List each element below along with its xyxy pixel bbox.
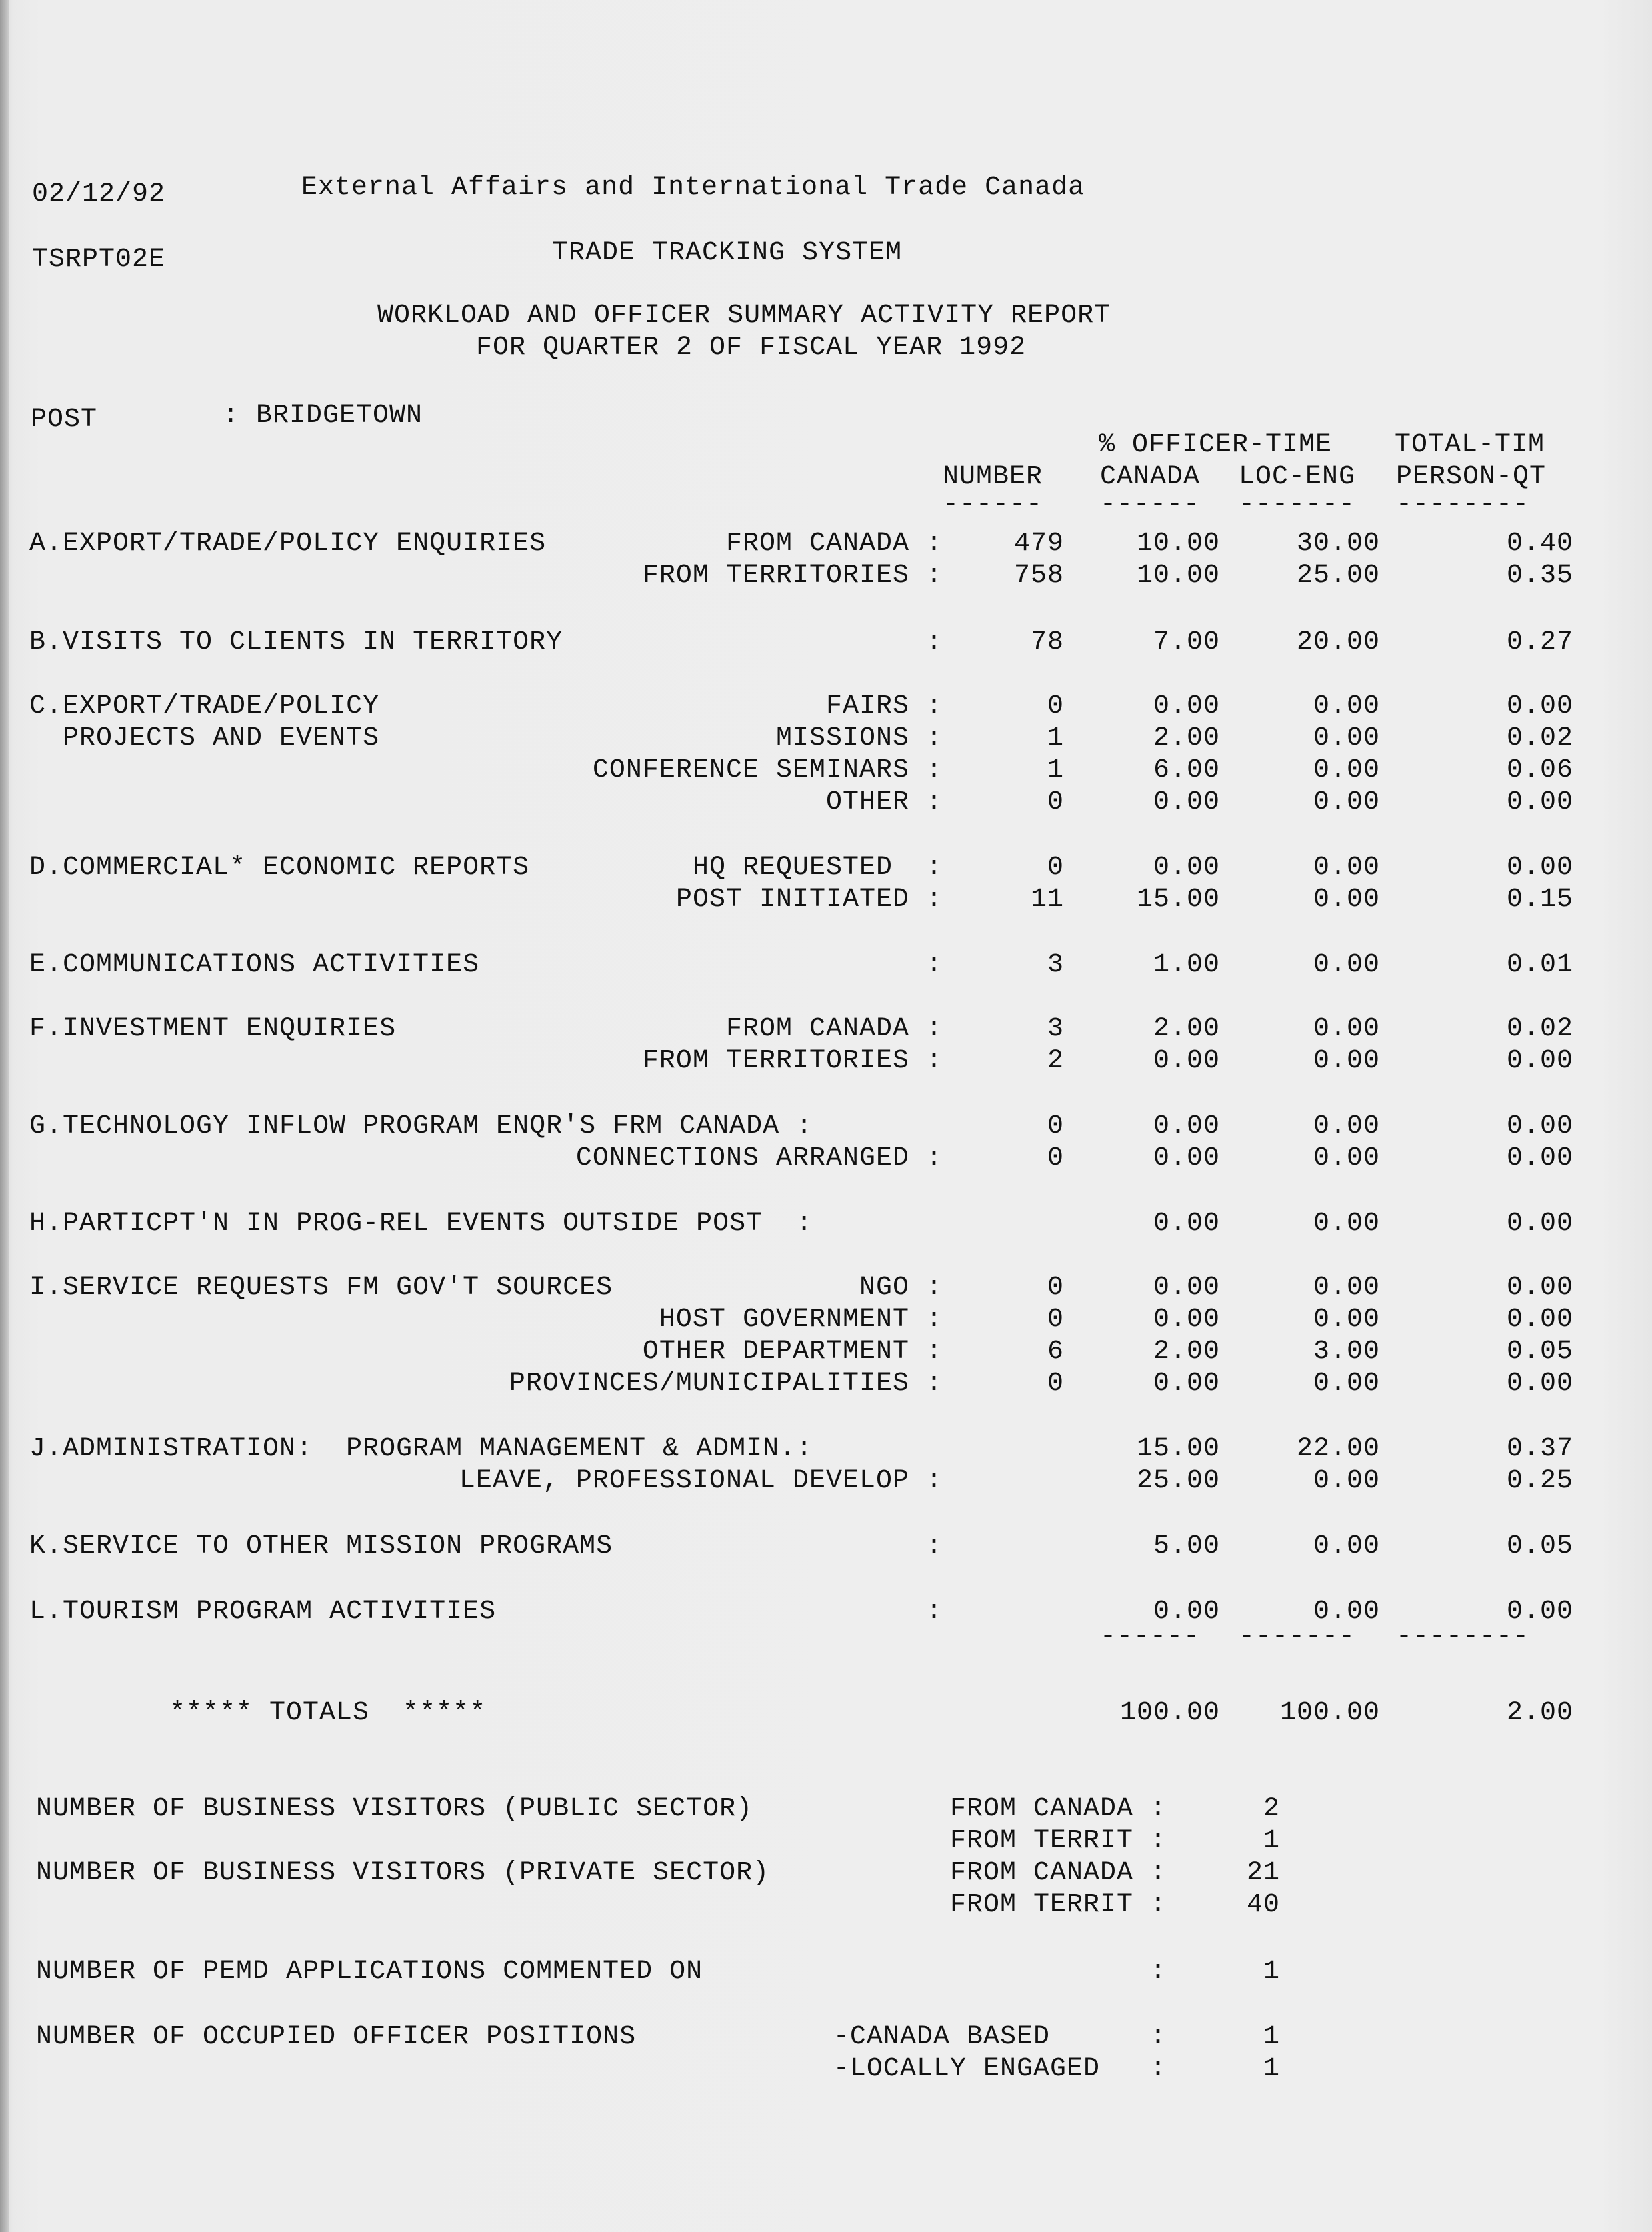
post-value: : BRIDGETOWN — [223, 401, 423, 431]
row-sub-label: CONNECTIONS ARRANGED : — [575, 1143, 943, 1173]
row-loc-eng-pct: 3.00 — [1313, 1337, 1380, 1367]
summary-label: NUMBER OF OCCUPIED OFFICER POSITIONS — [36, 2022, 637, 2052]
system-name: TRADE TRACKING SYSTEM — [552, 238, 903, 268]
row-label: G.TECHNOLOGY INFLOW PROGRAM ENQR'S FRM CANADA : — [29, 1111, 813, 1141]
row-canada-pct: 7.00 — [1153, 627, 1220, 657]
row-loc-eng-pct: 30.00 — [1296, 529, 1380, 559]
row-canada-pct: 1.00 — [1153, 950, 1220, 980]
summary-sub-label: FROM TERRIT : — [949, 1890, 1167, 1920]
row-loc-eng-pct: 0.00 — [1313, 755, 1380, 785]
row-sub-label: : — [925, 1531, 943, 1561]
totals-label: ***** TOTALS ***** — [169, 1698, 487, 1728]
summary-value: 1 — [1263, 2054, 1280, 2084]
row-sub-label: FAIRS : — [825, 691, 943, 721]
summary-sub-label: -CANADA BASED : — [833, 2022, 1167, 2052]
page-edge-shadow — [0, 0, 9, 2232]
row-person-qt: 0.01 — [1506, 950, 1573, 980]
row-number: 3 — [1047, 950, 1064, 980]
row-label: I.SERVICE REQUESTS FM GOV'T SOURCES — [29, 1273, 613, 1303]
row-canada-pct: 0.00 — [1153, 1369, 1220, 1399]
row-number: 2 — [1047, 1046, 1064, 1076]
row-loc-eng-pct: 25.00 — [1296, 561, 1380, 591]
row-canada-pct: 2.00 — [1153, 723, 1220, 753]
row-person-qt: 0.15 — [1506, 885, 1573, 915]
row-person-qt: 0.00 — [1506, 691, 1573, 721]
row-sub-label: NGO : — [859, 1273, 943, 1303]
row-sub-label: HQ REQUESTED : — [692, 853, 943, 883]
summary-label: NUMBER OF BUSINESS VISITORS (PRIVATE SECTOR) — [36, 1858, 770, 1888]
row-person-qt: 0.00 — [1506, 1305, 1573, 1335]
row-number: 78 — [1030, 627, 1064, 657]
row-label: J.ADMINISTRATION: PROGRAM MANAGEMENT & ADMIN.: — [29, 1434, 813, 1464]
row-loc-eng-pct: 0.00 — [1313, 1209, 1380, 1239]
col-header-person-qt: PERSON-QT — [1396, 462, 1547, 492]
row-loc-eng-pct: 0.00 — [1313, 1466, 1380, 1496]
row-sub-label: CONFERENCE SEMINARS : — [592, 755, 943, 785]
row-number: 1 — [1047, 723, 1064, 753]
report-title-line1: WORKLOAD AND OFFICER SUMMARY ACTIVITY REPORT — [377, 301, 1111, 331]
col-header-canada: CANADA — [1100, 462, 1201, 492]
row-number: 0 — [1047, 1111, 1064, 1141]
row-person-qt: 0.02 — [1506, 723, 1573, 753]
row-canada-pct: 0.00 — [1153, 1209, 1220, 1239]
summary-sub-label: FROM TERRIT : — [949, 1826, 1167, 1856]
row-label: A.EXPORT/TRADE/POLICY ENQUIRIES — [29, 529, 547, 559]
row-canada-pct: 2.00 — [1153, 1014, 1220, 1044]
row-person-qt: 0.00 — [1506, 1369, 1573, 1399]
row-person-qt: 0.27 — [1506, 627, 1573, 657]
row-number: 6 — [1047, 1337, 1064, 1367]
col-header-officer-time: % OFFICER-TIME — [1099, 430, 1333, 460]
row-sub-label: HOST GOVERNMENT : — [659, 1305, 943, 1335]
row-canada-pct: 5.00 — [1153, 1531, 1220, 1561]
row-sub-label: OTHER DEPARTMENT : — [642, 1337, 943, 1367]
report-title-line2: FOR QUARTER 2 OF FISCAL YEAR 1992 — [476, 333, 1027, 363]
row-person-qt: 0.02 — [1506, 1014, 1573, 1044]
row-sub-label: FROM CANADA : — [725, 1014, 943, 1044]
row-loc-eng-pct: 0.00 — [1313, 885, 1380, 915]
row-label: C.EXPORT/TRADE/POLICY — [29, 691, 380, 721]
totals-loc-eng: 100.00 — [1279, 1698, 1380, 1728]
row-loc-eng-pct: 0.00 — [1313, 853, 1380, 883]
row-sub-label: : — [925, 950, 943, 980]
row-sub-label: FROM TERRITORIES : — [642, 561, 943, 591]
row-sub-label: FROM CANADA : — [725, 529, 943, 559]
row-sub-label: PROVINCES/MUNICIPALITIES : — [509, 1369, 943, 1399]
summary-value: 1 — [1263, 1826, 1280, 1856]
row-canada-pct: 25.00 — [1136, 1466, 1220, 1496]
report-date: 02/12/92 — [32, 179, 166, 209]
totals-underline-canada: ------ — [1100, 1622, 1201, 1652]
row-number: 758 — [1013, 561, 1064, 591]
row-loc-eng-pct: 0.00 — [1313, 723, 1380, 753]
row-canada-pct: 10.00 — [1136, 561, 1220, 591]
row-sub-label: LEAVE, PROFESSIONAL DEVELOP : — [459, 1466, 943, 1496]
row-person-qt: 0.00 — [1506, 1046, 1573, 1076]
summary-label: NUMBER OF PEMD APPLICATIONS COMMENTED ON — [36, 1957, 703, 1987]
row-sub-label: FROM TERRITORIES : — [642, 1046, 943, 1076]
row-canada-pct: 2.00 — [1153, 1337, 1220, 1367]
row-canada-pct: 15.00 — [1136, 885, 1220, 915]
row-person-qt: 0.06 — [1506, 755, 1573, 785]
row-number: 0 — [1047, 1369, 1064, 1399]
organization-name: External Affairs and International Trade Canada — [301, 173, 1085, 203]
row-sub-label: MISSIONS : — [775, 723, 943, 753]
row-sub-label: OTHER : — [825, 787, 943, 817]
row-sub-label: : — [925, 627, 943, 657]
row-person-qt: 0.05 — [1506, 1337, 1573, 1367]
row-person-qt: 0.00 — [1506, 1597, 1573, 1627]
row-loc-eng-pct: 0.00 — [1313, 1111, 1380, 1141]
summary-sub-label: FROM CANADA : — [949, 1858, 1167, 1888]
row-label: K.SERVICE TO OTHER MISSION PROGRAMS — [29, 1531, 613, 1561]
row-label: D.COMMERCIAL* ECONOMIC REPORTS — [29, 853, 530, 883]
row-canada-pct: 0.00 — [1153, 1046, 1220, 1076]
totals-canada: 100.00 — [1119, 1698, 1220, 1728]
row-loc-eng-pct: 0.00 — [1313, 950, 1380, 980]
row-person-qt: 0.37 — [1506, 1434, 1573, 1464]
row-canada-pct: 0.00 — [1153, 1305, 1220, 1335]
row-number: 3 — [1047, 1014, 1064, 1044]
row-person-qt: 0.00 — [1506, 787, 1573, 817]
row-person-qt: 0.40 — [1506, 529, 1573, 559]
summary-sub-label: -LOCALLY ENGAGED : — [833, 2054, 1167, 2084]
row-loc-eng-pct: 0.00 — [1313, 1305, 1380, 1335]
row-label: E.COMMUNICATIONS ACTIVITIES — [29, 950, 480, 980]
row-person-qt: 0.35 — [1506, 561, 1573, 591]
row-loc-eng-pct: 0.00 — [1313, 787, 1380, 817]
row-number: 0 — [1047, 691, 1064, 721]
row-number: 0 — [1047, 853, 1064, 883]
summary-value: 1 — [1263, 1957, 1280, 1987]
row-label: H.PARTICPT'N IN PROG-REL EVENTS OUTSIDE POST : — [29, 1209, 813, 1239]
row-canada-pct: 0.00 — [1153, 1111, 1220, 1141]
row-number: 11 — [1030, 885, 1064, 915]
post-label: POST — [31, 405, 98, 435]
row-person-qt: 0.00 — [1506, 1273, 1573, 1303]
row-canada-pct: 15.00 — [1136, 1434, 1220, 1464]
row-label: F.INVESTMENT ENQUIRIES — [29, 1014, 397, 1044]
row-canada-pct: 0.00 — [1153, 853, 1220, 883]
row-person-qt: 0.00 — [1506, 853, 1573, 883]
row-sub-label: POST INITIATED : — [675, 885, 943, 915]
row-label: B.VISITS TO CLIENTS IN TERRITORY — [29, 627, 563, 657]
row-loc-eng-pct: 0.00 — [1313, 1046, 1380, 1076]
col-header-loc-eng: LOC-ENG — [1239, 462, 1356, 492]
row-number: 0 — [1047, 787, 1064, 817]
row-canada-pct: 10.00 — [1136, 529, 1220, 559]
row-canada-pct: 0.00 — [1153, 1597, 1220, 1627]
col-header-total-time: TOTAL-TIM — [1395, 430, 1545, 460]
summary-label: NUMBER OF BUSINESS VISITORS (PUBLIC SECTOR) — [36, 1794, 753, 1824]
summary-value: 1 — [1263, 2022, 1280, 2052]
row-loc-eng-pct: 22.00 — [1296, 1434, 1380, 1464]
report-id: TSRPT02E — [32, 245, 166, 275]
summary-sub-label: FROM CANADA : — [949, 1794, 1167, 1824]
totals-person-qt: 2.00 — [1506, 1698, 1573, 1728]
row-loc-eng-pct: 0.00 — [1313, 1273, 1380, 1303]
row-number: 1 — [1047, 755, 1064, 785]
row-label: L.TOURISM PROGRAM ACTIVITIES — [29, 1597, 497, 1627]
col-underline-canada: ------ — [1100, 490, 1201, 520]
row-loc-eng-pct: 0.00 — [1313, 1143, 1380, 1173]
row-person-qt: 0.05 — [1506, 1531, 1573, 1561]
summary-sub-label: : — [1149, 1957, 1167, 1987]
col-underline-loc-eng: ------- — [1239, 490, 1356, 520]
totals-underline-loc-eng: ------- — [1239, 1622, 1356, 1652]
summary-value: 2 — [1263, 1794, 1280, 1824]
row-canada-pct: 6.00 — [1153, 755, 1220, 785]
row-canada-pct: 0.00 — [1153, 691, 1220, 721]
row-loc-eng-pct: 0.00 — [1313, 1014, 1380, 1044]
row-person-qt: 0.00 — [1506, 1209, 1573, 1239]
row-person-qt: 0.00 — [1506, 1111, 1573, 1141]
row-canada-pct: 0.00 — [1153, 1273, 1220, 1303]
row-number: 479 — [1013, 529, 1064, 559]
row-number: 0 — [1047, 1305, 1064, 1335]
row-loc-eng-pct: 0.00 — [1313, 691, 1380, 721]
summary-value: 40 — [1246, 1890, 1280, 1920]
row-loc-eng-pct: 0.00 — [1313, 1531, 1380, 1561]
col-header-number: NUMBER — [943, 462, 1043, 492]
summary-value: 21 — [1246, 1858, 1280, 1888]
col-underline-number: ------ — [943, 490, 1043, 520]
row-person-qt: 0.25 — [1506, 1466, 1573, 1496]
row-person-qt: 0.00 — [1506, 1143, 1573, 1173]
row-canada-pct: 0.00 — [1153, 1143, 1220, 1173]
row-canada-pct: 0.00 — [1153, 787, 1220, 817]
row-label: PROJECTS AND EVENTS — [29, 723, 380, 753]
row-number: 0 — [1047, 1143, 1064, 1173]
row-loc-eng-pct: 0.00 — [1313, 1597, 1380, 1627]
row-loc-eng-pct: 0.00 — [1313, 1369, 1380, 1399]
row-loc-eng-pct: 20.00 — [1296, 627, 1380, 657]
row-number: 0 — [1047, 1273, 1064, 1303]
col-underline-person-qt: -------- — [1396, 490, 1530, 520]
row-sub-label: : — [925, 1597, 943, 1627]
totals-underline-person-qt: -------- — [1396, 1622, 1530, 1652]
